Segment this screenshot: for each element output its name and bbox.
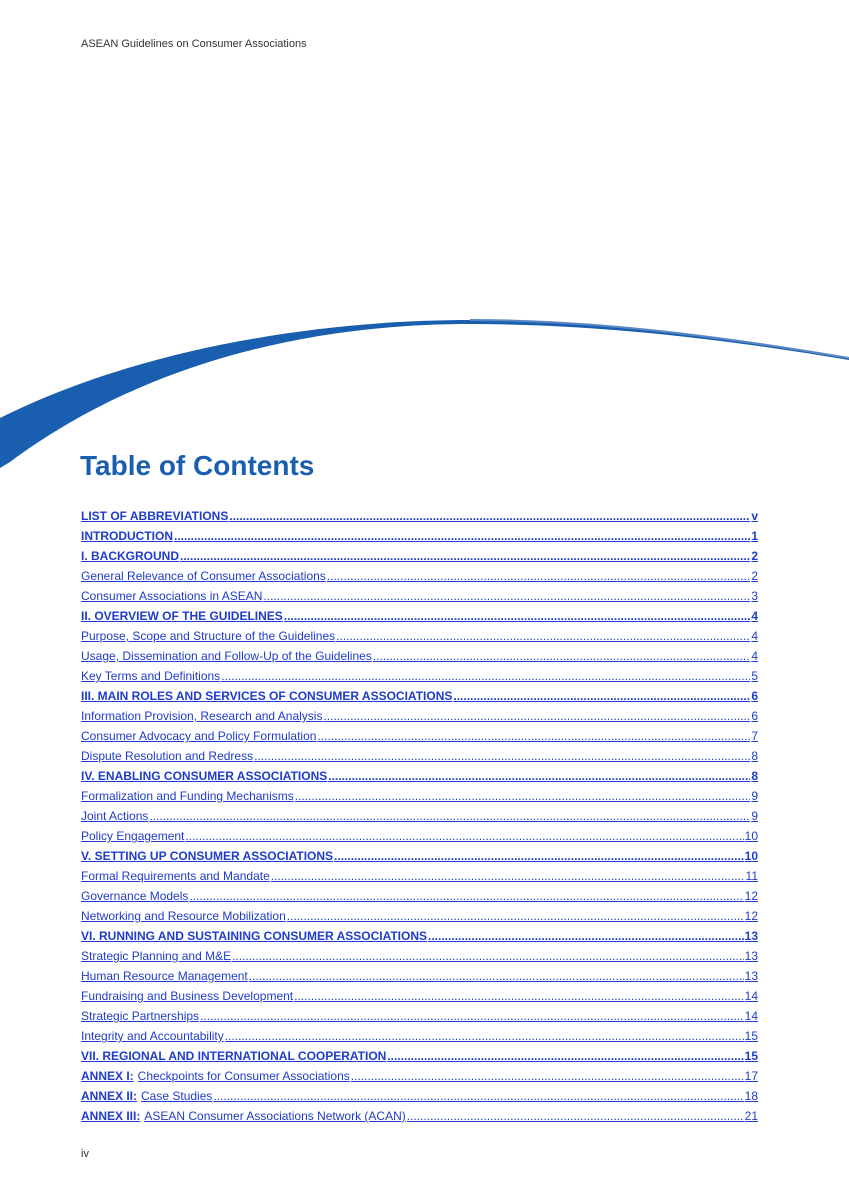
toc-entry[interactable] [81,606,758,626]
toc-entry-label: Integrity and Accountability [81,1029,224,1043]
dot-leader [284,606,751,626]
toc-entry-page-number: 5 [751,669,758,683]
toc-entry-label: Usage, Dissemination and Follow-Up of the Guidelines [81,649,372,663]
toc-entry[interactable] [81,1006,758,1026]
toc-entry[interactable] [81,1066,758,1086]
page-number: iv [81,1148,89,1160]
dot-leader [295,786,751,806]
dot-leader [225,1026,744,1046]
toc-entry[interactable] [81,686,758,706]
toc-entry-page-number: v [751,509,758,523]
toc-entry-page-number: 4 [751,649,758,663]
dot-leader [317,726,750,746]
toc-entry-label: VI. RUNNING AND SUSTAINING CONSUMER ASSOCIATIONS [81,929,428,943]
toc-entry[interactable] [81,546,758,566]
toc-link[interactable] [81,906,758,926]
toc-entry-page-number: 2 [751,569,758,583]
toc-link[interactable] [81,1066,758,1086]
dot-leader [174,526,750,546]
toc-entry-page-number: 21 [744,1109,758,1123]
toc-entry-label: III. MAIN ROLES AND SERVICES OF CONSUMER ASSOCIATIONS [81,689,453,703]
toc-entry-label: Dispute Resolution and Redress [81,749,254,763]
dot-leader [328,766,750,786]
toc-entry[interactable] [81,506,758,526]
toc-entry-label: IV. ENABLING CONSUMER ASSOCIATIONS [81,769,328,783]
toc-entry-label: Joint Actions [81,809,149,823]
toc-entry[interactable] [81,1046,758,1066]
toc-link[interactable] [81,986,758,1006]
toc-entry-label: Networking and Resource Mobilization [81,909,286,923]
toc-entry[interactable] [81,726,758,746]
toc-entry-label: V. SETTING UP CONSUMER ASSOCIATIONS [81,849,334,863]
toc-link[interactable] [81,1106,758,1126]
toc-link[interactable] [81,926,758,946]
toc-entry[interactable] [81,626,758,646]
toc-entry[interactable] [81,586,758,606]
toc-entry-label: Checkpoints for Consumer Associations [137,1069,350,1083]
toc-entry[interactable] [81,926,758,946]
toc-entry-label: Governance Models [81,889,189,903]
toc-entry-page-number: 4 [751,609,758,623]
toc-link[interactable] [81,1046,758,1066]
toc-entry[interactable] [81,806,758,826]
dot-leader [249,966,744,986]
toc-entry-page-number: 18 [744,1089,758,1103]
toc-entry-page-number: 13 [744,929,758,943]
toc-entry-page-number: 7 [751,729,758,743]
dot-leader [221,666,750,686]
toc-entry-page-number: 17 [744,1069,758,1083]
swoosh-line [470,320,849,358]
toc-entry[interactable] [81,826,758,846]
toc-link[interactable] [81,886,758,906]
dot-leader [407,1106,744,1126]
toc-entry[interactable] [81,766,758,786]
toc-entry-page-number: 15 [744,1029,758,1043]
toc-entry-page-number: 6 [751,709,758,723]
toc-link[interactable] [81,746,758,766]
toc-entry[interactable] [81,986,758,1006]
dot-leader [180,546,750,566]
toc-link[interactable] [81,606,758,626]
toc-link[interactable] [81,506,758,526]
toc-entry-page-number: 13 [744,949,758,963]
toc-link[interactable] [81,566,758,586]
toc-entry-label: I. BACKGROUND [81,549,179,563]
toc-link[interactable] [81,966,758,986]
toc-entry[interactable] [81,746,758,766]
toc-entry-page-number: 11 [745,869,758,883]
toc-entry-label: Strategic Planning and M&E [81,949,232,963]
toc-entry-page-number: 6 [751,689,758,703]
toc-entry-prefix: ANNEX I: [81,1069,134,1083]
toc-entry[interactable] [81,1086,758,1106]
dot-leader [373,646,751,666]
toc-link[interactable] [81,806,758,826]
toc-entry-label: Policy Engagement [81,829,185,843]
dot-leader [200,1006,744,1026]
toc-entry-label: Strategic Partnerships [81,1009,200,1023]
toc-link[interactable] [81,646,758,666]
dot-leader [294,986,744,1006]
toc-entry[interactable] [81,846,758,866]
dot-leader [287,906,744,926]
toc-entry-page-number: 14 [744,1009,758,1023]
toc-entry-label: Purpose, Scope and Structure of the Guidelines [81,629,336,643]
toc-entry-prefix: ANNEX II: [81,1089,138,1103]
dot-leader [323,706,750,726]
dot-leader [387,1046,743,1066]
toc-entry-page-number: 1 [751,529,758,543]
toc-entry-page-number: 14 [744,989,758,1003]
toc-entry-label: Key Terms and Definitions [81,669,221,683]
dot-leader [271,866,745,886]
toc-entry[interactable] [81,526,758,546]
toc-entry[interactable] [81,946,758,966]
toc-entry[interactable] [81,866,758,886]
toc-entry[interactable] [81,906,758,926]
dot-leader [213,1086,743,1106]
dot-leader [453,686,750,706]
toc-link[interactable] [81,1006,758,1026]
toc-entry-page-number: 8 [751,769,758,783]
toc-entry-label: ASEAN Consumer Associations Network (ACAN) [144,1109,406,1123]
dot-leader [263,586,750,606]
toc-entry-label: Information Provision, Research and Analysis [81,709,323,723]
toc-link[interactable] [81,666,758,686]
toc-entry-page-number: 12 [744,889,758,903]
toc-entry-label: Formalization and Funding Mechanisms [81,789,294,803]
dot-leader [254,746,750,766]
toc-entry-page-number: 10 [744,849,758,863]
toc-link[interactable] [81,946,758,966]
toc-entry[interactable] [81,886,758,906]
toc-link[interactable] [81,526,758,546]
dot-leader [327,566,751,586]
dot-leader [149,806,750,826]
toc-entry-label: LIST OF ABBREVIATIONS [81,509,229,523]
dot-leader [336,626,750,646]
toc-entry-prefix: ANNEX III: [81,1109,141,1123]
dot-leader [334,846,744,866]
toc-entry-label: Consumer Advocacy and Policy Formulation [81,729,317,743]
dot-leader [185,826,743,846]
dot-leader [189,886,743,906]
dot-leader [232,946,744,966]
toc-entry-page-number: 15 [744,1049,758,1063]
toc-entry-label: Case Studies [141,1089,213,1103]
toc-entry[interactable] [81,646,758,666]
toc-link[interactable] [81,826,758,846]
toc-link[interactable] [81,626,758,646]
toc-entry[interactable] [81,706,758,726]
dot-leader [351,1066,744,1086]
dot-leader [428,926,744,946]
toc-list [81,506,758,1126]
toc-entry-label: II. OVERVIEW OF THE GUIDELINES [81,609,283,623]
toc-link[interactable] [81,786,758,806]
toc-entry[interactable] [81,786,758,806]
toc-entry-page-number: 3 [751,589,758,603]
toc-entry-label: INTRODUCTION [81,529,173,543]
toc-link[interactable] [81,866,758,886]
toc-link[interactable] [81,1086,758,1106]
toc-entry-label: Fundraising and Business Development [81,989,294,1003]
toc-entry-page-number: 2 [751,549,758,563]
toc-entry-page-number: 8 [751,749,758,763]
running-header: ASEAN Guidelines on Consumer Associations [81,38,307,50]
toc-entry-page-number: 4 [751,629,758,643]
swoosh-band [0,320,849,468]
toc-entry-page-number: 13 [744,969,758,983]
toc-link[interactable] [81,846,758,866]
toc-link[interactable] [81,586,758,606]
toc-entry-page-number: 12 [744,909,758,923]
toc-link[interactable] [81,686,758,706]
toc-entry-label: VII. REGIONAL AND INTERNATIONAL COOPERATION [81,1049,387,1063]
toc-entry-label: Human Resource Management [81,969,248,983]
toc-entry[interactable] [81,666,758,686]
dot-leader [229,506,750,526]
toc-link[interactable] [81,546,758,566]
toc-entry-label: Consumer Associations in ASEAN [81,589,263,603]
toc-entry[interactable] [81,1026,758,1046]
toc-entry-label: General Relevance of Consumer Associations [81,569,326,583]
toc-link[interactable] [81,726,758,746]
toc-entry[interactable] [81,966,758,986]
toc-title: Table of Contents [80,450,315,481]
toc-entry[interactable] [81,566,758,586]
toc-entry-page-number: 9 [751,809,758,823]
toc-link[interactable] [81,1026,758,1046]
toc-link[interactable] [81,766,758,786]
toc-entry-page-number: 10 [744,829,758,843]
toc-entry[interactable] [81,1106,758,1126]
toc-link[interactable] [81,706,758,726]
toc-entry-page-number: 9 [751,789,758,803]
toc-entry-label: Formal Requirements and Mandate [81,869,270,883]
